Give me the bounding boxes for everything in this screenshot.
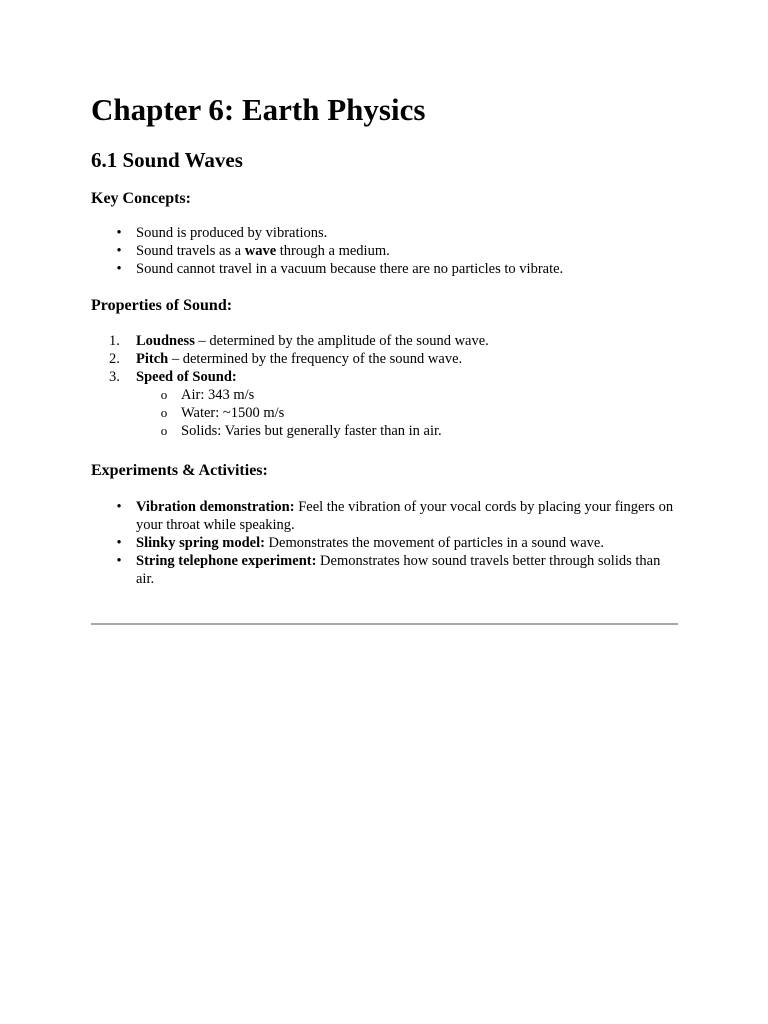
- experiment-description: Demonstrates the movement of particles in a sound wave.: [264, 535, 604, 551]
- list-number: 1.: [109, 333, 120, 349]
- bullet-icon: •: [116, 535, 122, 551]
- experiment-description: Feel the vibration of your vocal cords by placing your fingers on your throat while speaking.: [136, 499, 674, 533]
- experiments-heading: Experiments & Activities:: [91, 462, 268, 479]
- list-item: [91, 368, 678, 386]
- list-item-text: Sound travels as a: [136, 243, 245, 259]
- property-description: – determined by the frequency of the sound wave.: [168, 351, 463, 367]
- experiment-name: Slinky spring model:: [136, 535, 265, 551]
- sub-list-item: [91, 404, 678, 422]
- property-term: Pitch: [136, 351, 169, 367]
- list-item-text: Sound cannot travel in a vacuum because there are no particles to vibrate.: [136, 261, 564, 277]
- list-item-text: through a medium.: [276, 243, 390, 259]
- list-item: [91, 332, 678, 350]
- sub-list-item: [91, 386, 678, 404]
- speed-item-text: Water: ~1500 m/s: [181, 405, 285, 421]
- list-item: [91, 498, 678, 534]
- list-number: 3.: [109, 369, 120, 385]
- list-item: [91, 534, 678, 552]
- document-body: [91, 90, 678, 588]
- list-number: 2.: [109, 351, 120, 367]
- bullet-icon: •: [116, 553, 122, 569]
- speed-item-text: Solids: Varies but generally faster than in air.: [181, 423, 442, 439]
- experiment-name: Vibration demonstration:: [136, 499, 295, 515]
- property-term: Loudness: [136, 333, 195, 349]
- experiments-list: [91, 498, 678, 588]
- key-concepts-heading: Key Concepts:: [91, 190, 191, 207]
- list-item: [91, 552, 678, 588]
- list-item: [91, 350, 678, 368]
- properties-list: [91, 332, 678, 440]
- horizontal-divider: [91, 623, 678, 625]
- sub-list-item: [91, 422, 678, 440]
- list-item: [91, 242, 678, 260]
- speed-item-text: Air: 343 m/s: [181, 387, 255, 403]
- list-item: [91, 260, 678, 278]
- chapter-title: Chapter 6: Earth Physics: [91, 92, 426, 127]
- properties-heading: Properties of Sound:: [91, 297, 233, 314]
- list-item: [91, 224, 678, 242]
- circle-bullet-icon: o: [160, 405, 168, 420]
- circle-bullet-icon: o: [160, 423, 168, 438]
- key-concepts-list: [91, 224, 678, 278]
- experiment-name: String telephone experiment:: [136, 553, 317, 569]
- experiment-description: Demonstrates how sound travels better through solids than air.: [136, 553, 661, 587]
- list-item-text: Sound is produced by vibrations.: [136, 225, 328, 241]
- bullet-icon: •: [116, 499, 122, 515]
- list-item-bold: wave: [244, 243, 277, 259]
- section-title: 6.1 Sound Waves: [91, 148, 243, 172]
- property-term: Speed of Sound:: [136, 369, 237, 385]
- circle-bullet-icon: o: [160, 387, 168, 402]
- property-description: – determined by the amplitude of the sound wave.: [194, 333, 489, 349]
- bullet-icon: •: [116, 225, 122, 241]
- bullet-icon: •: [116, 261, 122, 277]
- bullet-icon: •: [116, 243, 122, 259]
